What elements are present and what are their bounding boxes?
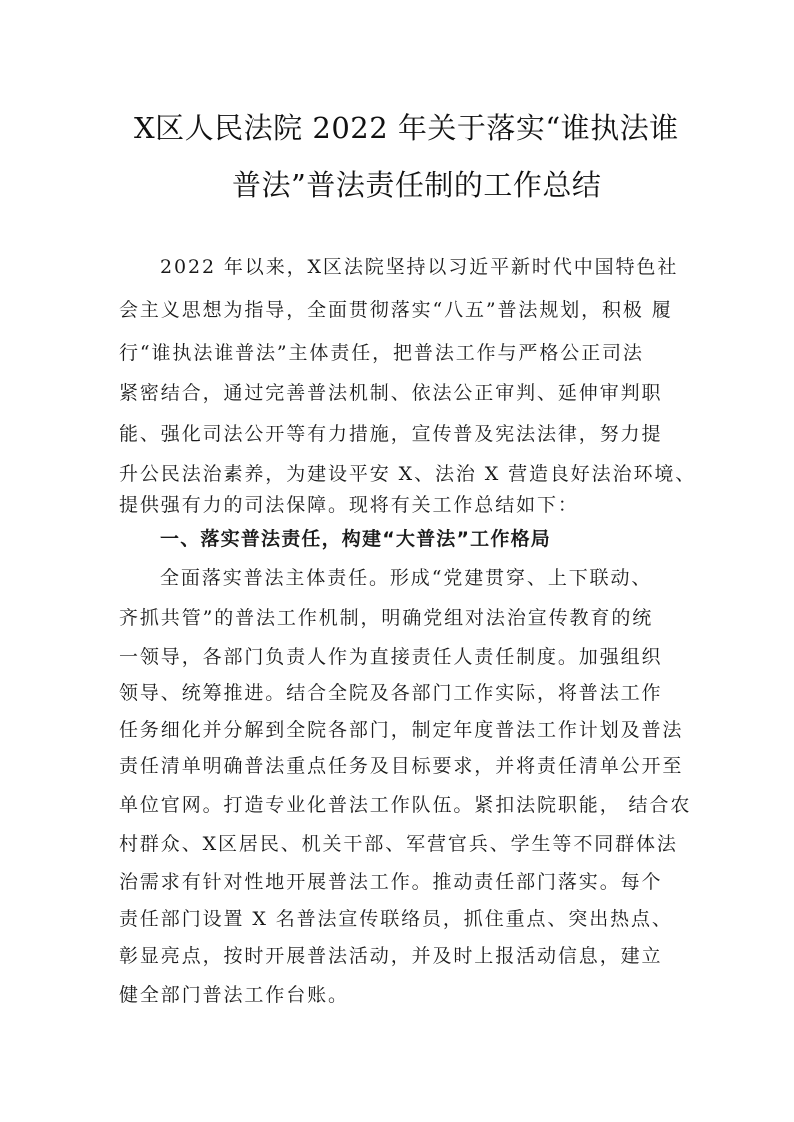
paragraph-line: 齐抓共管”的普法工作机制，明确党组对法治宣传教育的统 [119,607,654,629]
document-title-line-2: 普法”普法责任制的工作总结 [232,168,602,202]
paragraph-line: 一领导，各部门负责人作为直接责任人责任制度。加强组织 [119,646,663,668]
paragraph-line: 单位官网。打造专业化普法工作队伍。紧扣法院职能， 结合农 [119,794,692,816]
paragraph-line: 责任清单明确普法重点任务及目标要求，并将责任清单公开至 [119,755,684,777]
paragraph-line: 能、强化司法公开等有力措施，宣传普及宪法法律，努力提 [119,423,663,445]
paragraph-line: 彰显亮点，按时开展普法活动，并及时上报活动信息，建立 [119,945,663,967]
paragraph-line: 村群众、X区居民、机关干部、军营官兵、学生等不同群体法 [119,833,678,855]
paragraph-line: 全面落实普法主体责任。形成“党建贯穿、上下联动、 [160,567,653,589]
document-title-line-1: X区人民法院 2022 年关于落实“谁执法谁 [134,111,679,145]
paragraph-line: 治需求有针对性地开展普法工作。推动责任部门落实。每个 [119,871,663,893]
section-heading: 一、落实普法责任，构建“大普法”工作格局 [160,528,551,550]
paragraph-line: 2022 年以来，X区法院坚持以习近平新时代中国特色社 [160,256,679,278]
paragraph-line: 升公民法治素养，为建设平安 X、法治 X 营造良好法治环境、 [119,463,697,485]
paragraph-line: 责任部门设置 X 名普法宣传联络员，抓住重点、突出热点、 [119,908,673,930]
paragraph-line: 健全部门普法工作台账。 [119,984,349,1006]
paragraph-line: 提供强有力的司法保障。现将有关工作总结如下： [119,494,579,516]
paragraph-line: 行“谁执法谁普法”主体责任，把普法工作与严格公正司法 [119,342,644,364]
paragraph-line: 领导、统筹推进。结合全院及各部门工作实际，将普法工作 [119,682,663,704]
paragraph-line: 任务细化并分解到全院各部门，制定年度普法工作计划及普法 [119,719,684,741]
paragraph-line: 紧密结合，通过完善普法机制、依法公正审判、延伸审判职 [119,382,663,404]
paragraph-line: 会主义思想为指导，全面贯彻落实“八五”普法规划，积极 履 [119,299,673,321]
